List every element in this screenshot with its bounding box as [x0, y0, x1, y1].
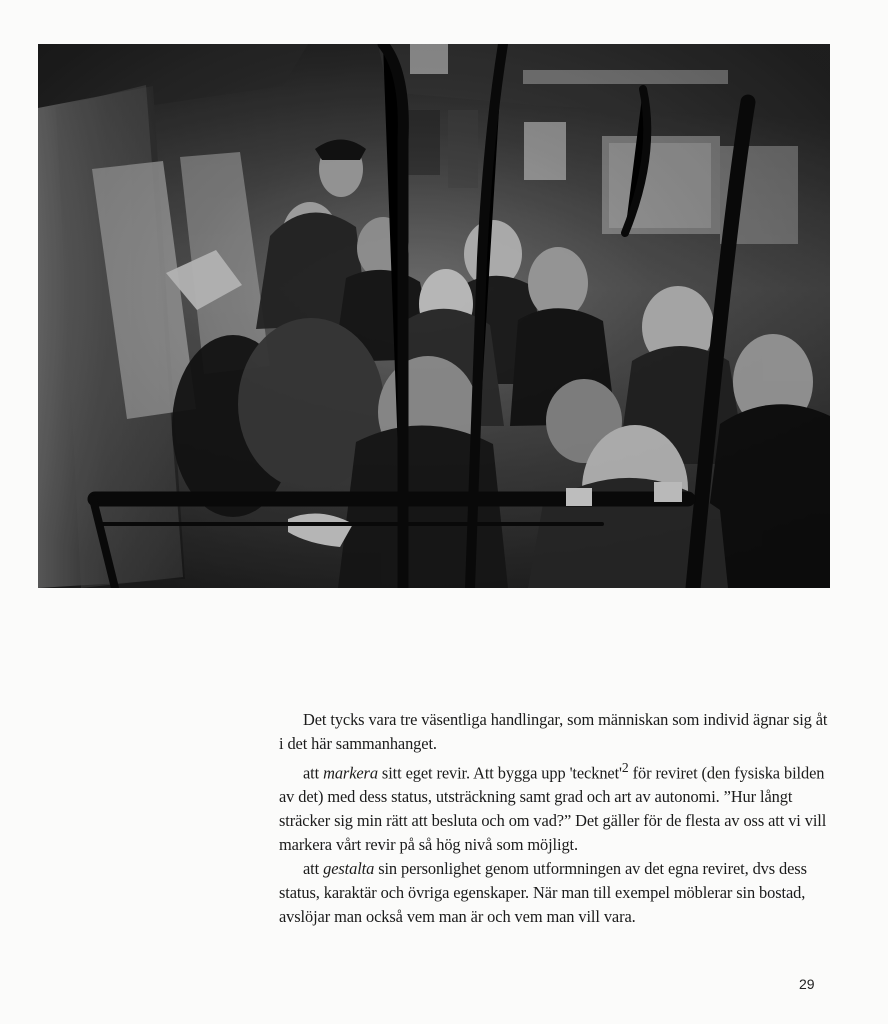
page-number: 29 [799, 976, 815, 992]
paragraph-shape-prefix: att [303, 859, 324, 879]
emphasis-markera: markera [323, 763, 378, 783]
body-text [279, 708, 831, 929]
crowded-train-photo [38, 44, 830, 588]
paragraph-mark-text-after-footnote: för reviret (den fysiska bilden av det) med dess status, utsträckning samt grad och art av autonomi. ”Hur långt sträcker sig min rätt att besluta och om vad?” Det gäller för de flesta av oss att vi vill markera vårt revir på så hög nivå som möjligt. [279, 763, 827, 855]
paragraph-mark-text-before-footnote: sitt eget revir. Att bygga upp 'tecknet' [377, 763, 622, 783]
paragraph-intro-text: Det tycks vara tre väsentliga handlingar, som människan som individ ägnar sig åt i det här sammanhanget. [279, 710, 828, 753]
paragraph-mark-prefix: att [303, 763, 324, 783]
emphasis-gestalta: gestalta [323, 859, 375, 879]
paragraph-shape-personality [279, 857, 831, 929]
paragraph-shape-text: sin personlighet genom utformningen av det egna reviret, dvs dess status, karaktär och övriga egenskaper. När man till exempel möblerar sin bostad, avslöjar man också vem man är och vem man vill vara. [279, 859, 807, 927]
paragraph-intro [279, 708, 831, 756]
paragraph-mark-territory [279, 756, 831, 857]
footnote-reference: 2 [621, 760, 629, 775]
crowded-train-illustration [38, 44, 830, 588]
